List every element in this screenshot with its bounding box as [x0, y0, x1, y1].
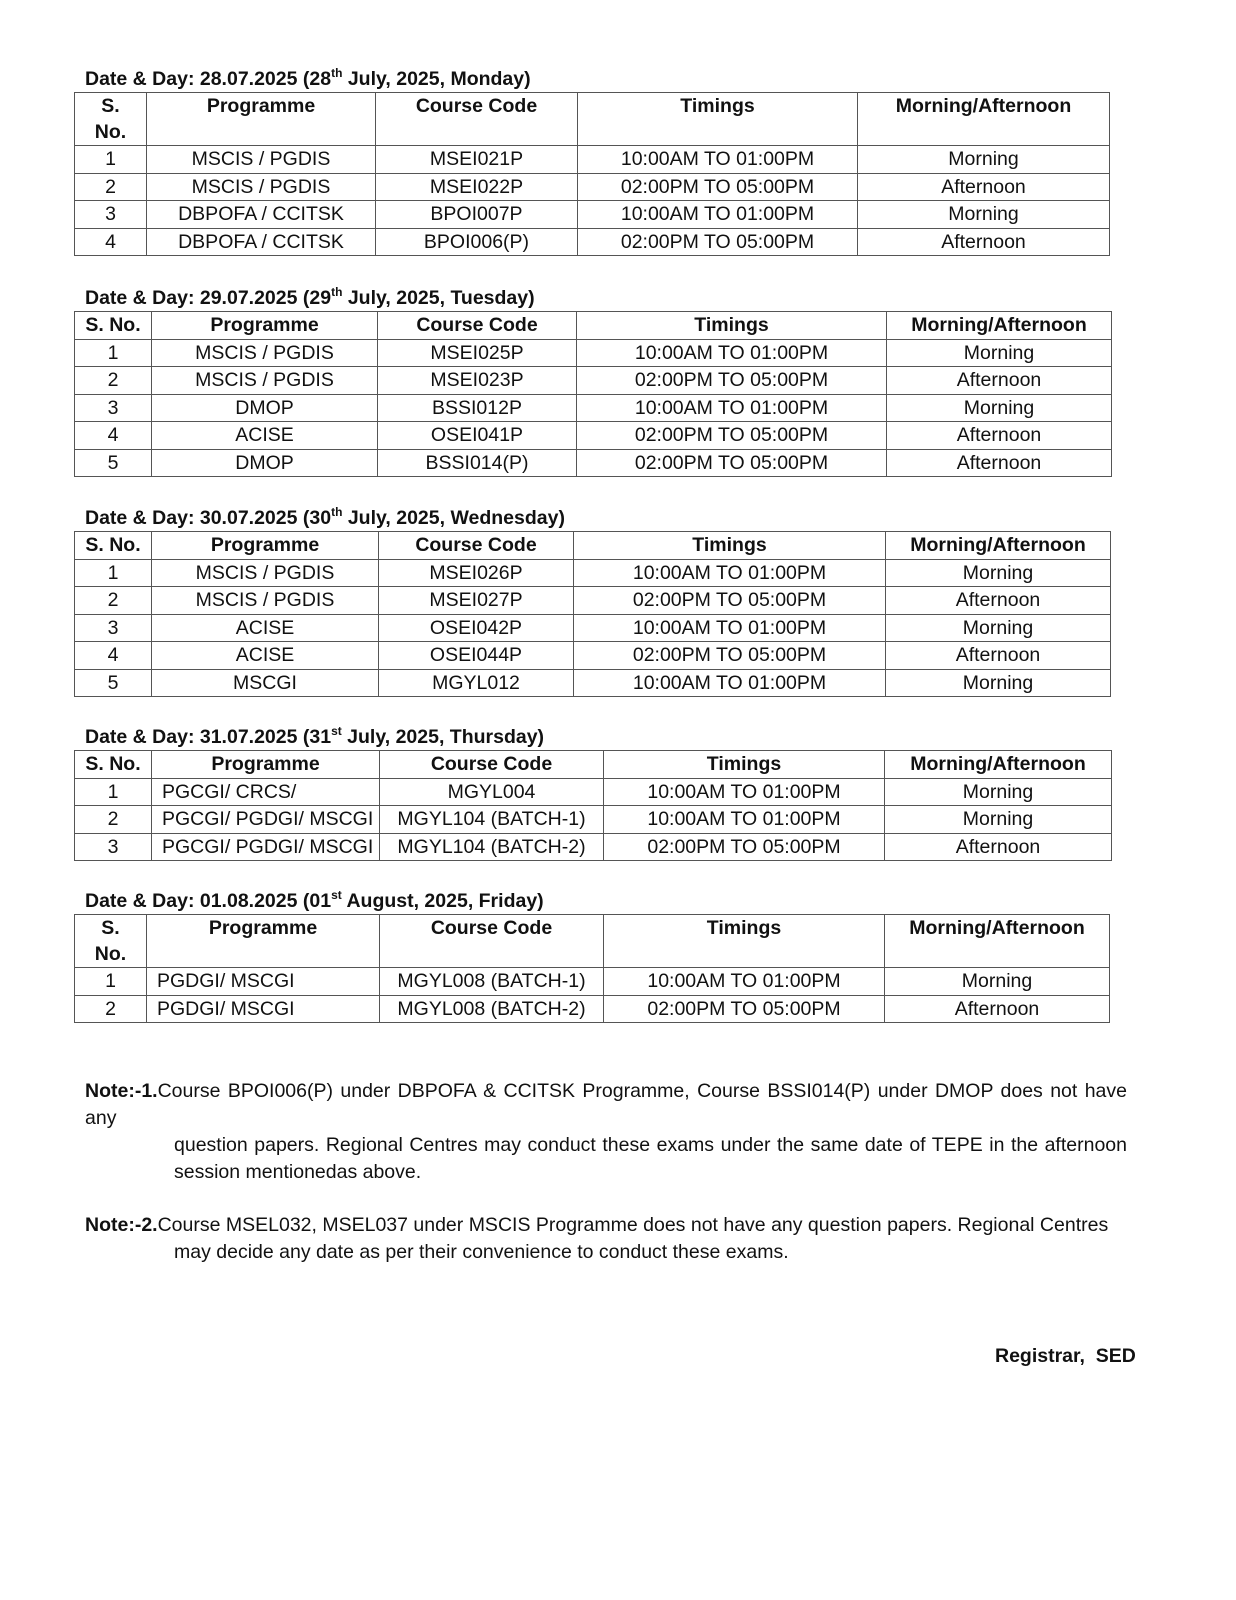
note-label: Note:-1.	[85, 1080, 158, 1102]
header-session: Morning/Afternoon	[885, 751, 1112, 779]
header-course-code: Course Code	[378, 312, 577, 340]
header-sno: S. No.	[75, 312, 152, 340]
table-header-row	[75, 312, 1112, 340]
section-heading: Date & Day: 30.07.2025 (30th July, 2025, Wednesday)	[85, 505, 565, 529]
schedule-table	[74, 92, 1110, 256]
header-sno: S. No.	[75, 915, 147, 968]
note-1	[85, 1078, 1127, 1186]
table-row: 1 MSCIS / PGDIS MSEI025P 10:00AM TO 01:00PM Morning	[75, 339, 1112, 367]
schedule-section-1	[74, 66, 1110, 256]
schedule-section-2	[74, 285, 1112, 477]
header-sno: S. No.	[75, 751, 152, 779]
header-course-code: Course Code	[380, 751, 604, 779]
note-continuation: may decide any date as per their convenience to conduct these exams.	[174, 1241, 789, 1263]
schedule-table	[74, 750, 1112, 861]
table-row: 2 MSCIS / PGDIS MSEI023P 02:00PM TO 05:00PM Afternoon	[75, 367, 1112, 395]
header-timings: Timings	[604, 751, 885, 779]
table-header-row	[75, 93, 1110, 146]
table-row: 2 MSCIS / PGDIS MSEI022P 02:00PM TO 05:00PM Afternoon	[75, 173, 1110, 201]
notes-block	[85, 1078, 1127, 1266]
table-header-row	[75, 532, 1111, 560]
note-2	[85, 1212, 1127, 1266]
table-row: 1 PGCGI/ CRCS/ MGYL004 10:00AM TO 01:00PM Morning	[75, 778, 1112, 806]
note-label: Note:-2.	[85, 1214, 158, 1236]
schedule-section-5	[74, 888, 1110, 1023]
table-row: 2 PGCGI/ PGDGI/ MSCGI MGYL104 (BATCH-1) 10:00AM TO 01:00PM Morning	[75, 806, 1112, 834]
table-row: 1 PGDGI/ MSCGI MGYL008 (BATCH-1) 10:00AM TO 01:00PM Morning	[75, 968, 1110, 996]
table-row: 3 DMOP BSSI012P 10:00AM TO 01:00PM Morning	[75, 394, 1112, 422]
schedule-table	[74, 311, 1112, 477]
table-row: 2 MSCIS / PGDIS MSEI027P 02:00PM TO 05:00PM Afternoon	[75, 587, 1111, 615]
table-row: 3 ACISE OSEI042P 10:00AM TO 01:00PM Morning	[75, 614, 1111, 642]
header-sno: S. No.	[75, 532, 152, 560]
note-first-line: Course MSEL032, MSEL037 under MSCIS Programme does not have any question papers. Regional Centres	[157, 1214, 1109, 1236]
note-continuation: question papers. Regional Centres may conduct these exams under the same date of TEPE in the afternoon session mentionedas above.	[174, 1134, 1127, 1183]
header-session: Morning/Afternoon	[887, 312, 1112, 340]
schedule-table	[74, 531, 1111, 697]
header-timings: Timings	[574, 532, 886, 560]
schedule-table	[74, 914, 1110, 1023]
table-row: 4 ACISE OSEI044P 02:00PM TO 05:00PM Afternoon	[75, 642, 1111, 670]
table-row: 1 MSCIS / PGDIS MSEI026P 10:00AM TO 01:00PM Morning	[75, 559, 1111, 587]
section-heading: Date & Day: 01.08.2025 (01st August, 2025, Friday)	[85, 888, 544, 912]
header-session: Morning/Afternoon	[858, 93, 1110, 146]
table-row: 3 PGCGI/ PGDGI/ MSCGI MGYL104 (BATCH-2) 02:00PM TO 05:00PM Afternoon	[75, 833, 1112, 861]
note-first-line: Course BPOI006(P) under DBPOFA & CCITSK Programme, Course BSSI014(P) under DMOP does not have any	[85, 1080, 1127, 1129]
table-row: 1 MSCIS / PGDIS MSEI021P 10:00AM TO 01:00PM Morning	[75, 146, 1110, 174]
header-programme: Programme	[152, 532, 379, 560]
header-course-code: Course Code	[376, 93, 578, 146]
table-row: 5 MSCGI MGYL012 10:00AM TO 01:00PM Morning	[75, 669, 1111, 697]
header-programme: Programme	[152, 751, 380, 779]
table-header-row	[75, 915, 1110, 968]
schedule-section-4	[74, 724, 1112, 861]
header-timings: Timings	[578, 93, 858, 146]
header-session: Morning/Afternoon	[885, 915, 1110, 968]
section-heading: Date & Day: 28.07.2025 (28th July, 2025, Monday)	[85, 66, 531, 90]
header-programme: Programme	[147, 93, 376, 146]
table-row: 3 DBPOFA / CCITSK BPOI007P 10:00AM TO 01:00PM Morning	[75, 201, 1110, 229]
section-heading: Date & Day: 31.07.2025 (31st July, 2025, Thursday)	[85, 724, 545, 748]
table-row: 4 DBPOFA / CCITSK BPOI006(P) 02:00PM TO 05:00PM Afternoon	[75, 228, 1110, 256]
table-row: 5 DMOP BSSI014(P) 02:00PM TO 05:00PM Afternoon	[75, 449, 1112, 477]
header-timings: Timings	[577, 312, 887, 340]
header-session: Morning/Afternoon	[886, 532, 1111, 560]
header-sno: S. No.	[75, 93, 147, 146]
table-row: 2 PGDGI/ MSCGI MGYL008 (BATCH-2) 02:00PM TO 05:00PM Afternoon	[75, 995, 1110, 1023]
header-course-code: Course Code	[380, 915, 604, 968]
signature-registrar: Registrar, SED	[995, 1345, 1136, 1367]
header-timings: Timings	[604, 915, 885, 968]
schedule-section-3	[74, 505, 1111, 697]
header-programme: Programme	[147, 915, 380, 968]
header-programme: Programme	[152, 312, 378, 340]
table-header-row	[75, 751, 1112, 779]
header-course-code: Course Code	[379, 532, 574, 560]
section-heading: Date & Day: 29.07.2025 (29th July, 2025, Tuesday)	[85, 285, 535, 309]
table-row: 4 ACISE OSEI041P 02:00PM TO 05:00PM Afternoon	[75, 422, 1112, 450]
